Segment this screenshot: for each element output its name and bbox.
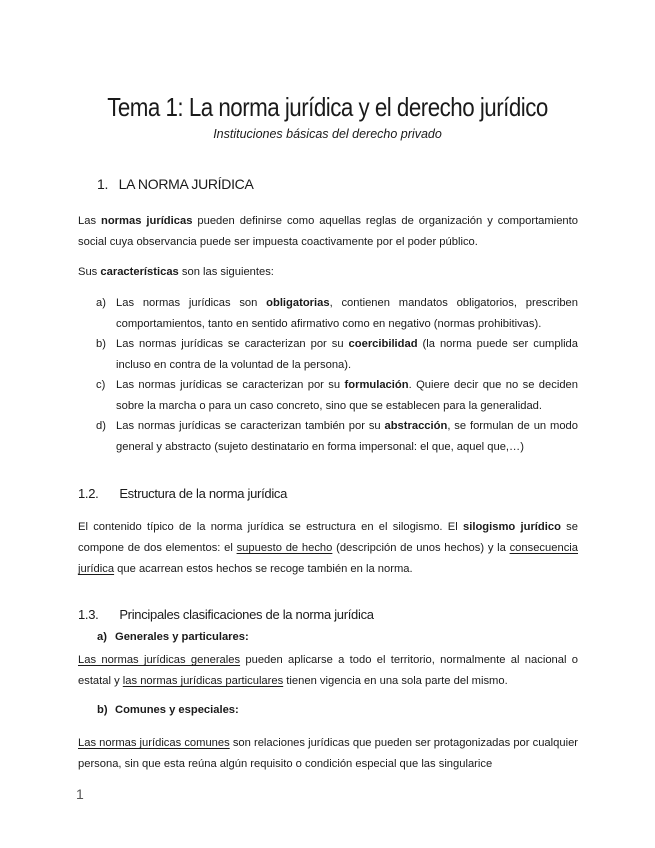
term-normas-comunes: Las normas jurídicas comunes <box>78 737 230 749</box>
subsection-b-heading: b) Comunes y especiales: <box>97 704 239 716</box>
section-1-heading <box>97 176 254 192</box>
term-supuesto-de-hecho: supuesto de hecho <box>236 542 333 554</box>
list-item: c) Las normas jurídicas se caracterizan por su formulación. Quiere decir que no se deciden sobre la marcha o para un caso concreto, sino que se establecen para la generalidad. <box>78 375 578 416</box>
document-subtitle: Instituciones básicas del derecho privado <box>213 127 442 141</box>
section-1-2-number: 1.2. <box>78 486 99 501</box>
characteristics-list <box>78 293 578 457</box>
list-marker: c) <box>96 379 106 391</box>
list-marker: d) <box>96 420 106 432</box>
term-normas-generales: Las normas jurídicas generales <box>78 654 241 666</box>
section-1-3-heading <box>78 607 374 622</box>
section-1-2-heading <box>78 486 287 501</box>
intro-paragraph: Las normas jurídicas pueden definirse como aquellas reglas de organización y comportamiento social cuya observancia puede ser impuesta coactivamente por el poder público. <box>78 215 578 248</box>
section-1-number: 1. <box>97 176 109 192</box>
list-item: a) Las normas jurídicas son obligatorias, contienen mandatos obligatorios, prescriben comportamientos, tanto en sentido afirmativo como en negativo (normas prohibitivas). <box>78 293 578 334</box>
subsection-a-heading: a) Generales y particulares: <box>97 631 249 643</box>
term-consecuencia-juridica: consecuencia jurídica <box>78 542 578 575</box>
common-special-paragraph: Las normas jurídicas comunes son relaciones jurídicas que pueden ser protagonizadas por cualquier persona, sin que esta reúna algún requisito o condición especial que las singularice <box>78 737 579 770</box>
characteristics-paragraph: Sus características son las siguientes: <box>78 266 274 278</box>
list-item: b) Las normas jurídicas se caracterizan por su coercibilidad (la norma puede ser cumplida incluso en contra de la voluntad de la persona). <box>78 334 578 375</box>
section-1-3-title: Principales clasificaciones de la norma jurídica <box>119 607 374 622</box>
section-1-title: LA NORMA JURÍDICA <box>118 176 254 192</box>
list-marker: b) <box>96 338 106 350</box>
section-1-3-number: 1.3. <box>78 607 99 622</box>
structure-paragraph: El contenido típico de la norma jurídica se estructura en el silogismo. El silogismo jurídico se compone de dos elementos: el supuesto de hecho (descripción de unos hechos) y la consecuencia jurídica que acarrean estos hechos se recoge también en la norma. <box>78 521 578 575</box>
list-marker: a) <box>96 297 106 309</box>
term-normas-juridicas: normas jurídicas <box>101 215 193 227</box>
term-caracteristicas: características <box>100 266 179 278</box>
section-1-2-title: Estructura de la norma jurídica <box>119 486 288 501</box>
term-silogismo-juridico: silogismo jurídico <box>463 521 561 533</box>
document-title: Tema 1: La norma jurídica y el derecho jurídico <box>107 92 548 122</box>
list-item: d) Las normas jurídicas se caracterizan también por su abstracción, se formulan de un modo general y abstracto (sujeto destinatario en forma impersonal: el que, aquel que,…) <box>78 416 578 457</box>
general-particular-paragraph: Las normas jurídicas generales pueden aplicarse a todo el territorio, normalmente al nacional o estatal y las normas jurídicas particulares tienen vigencia en una sola parte del mismo. <box>78 654 579 687</box>
term-normas-particulares: las normas jurídicas particulares <box>122 675 284 687</box>
page-number: 1 <box>76 786 84 802</box>
